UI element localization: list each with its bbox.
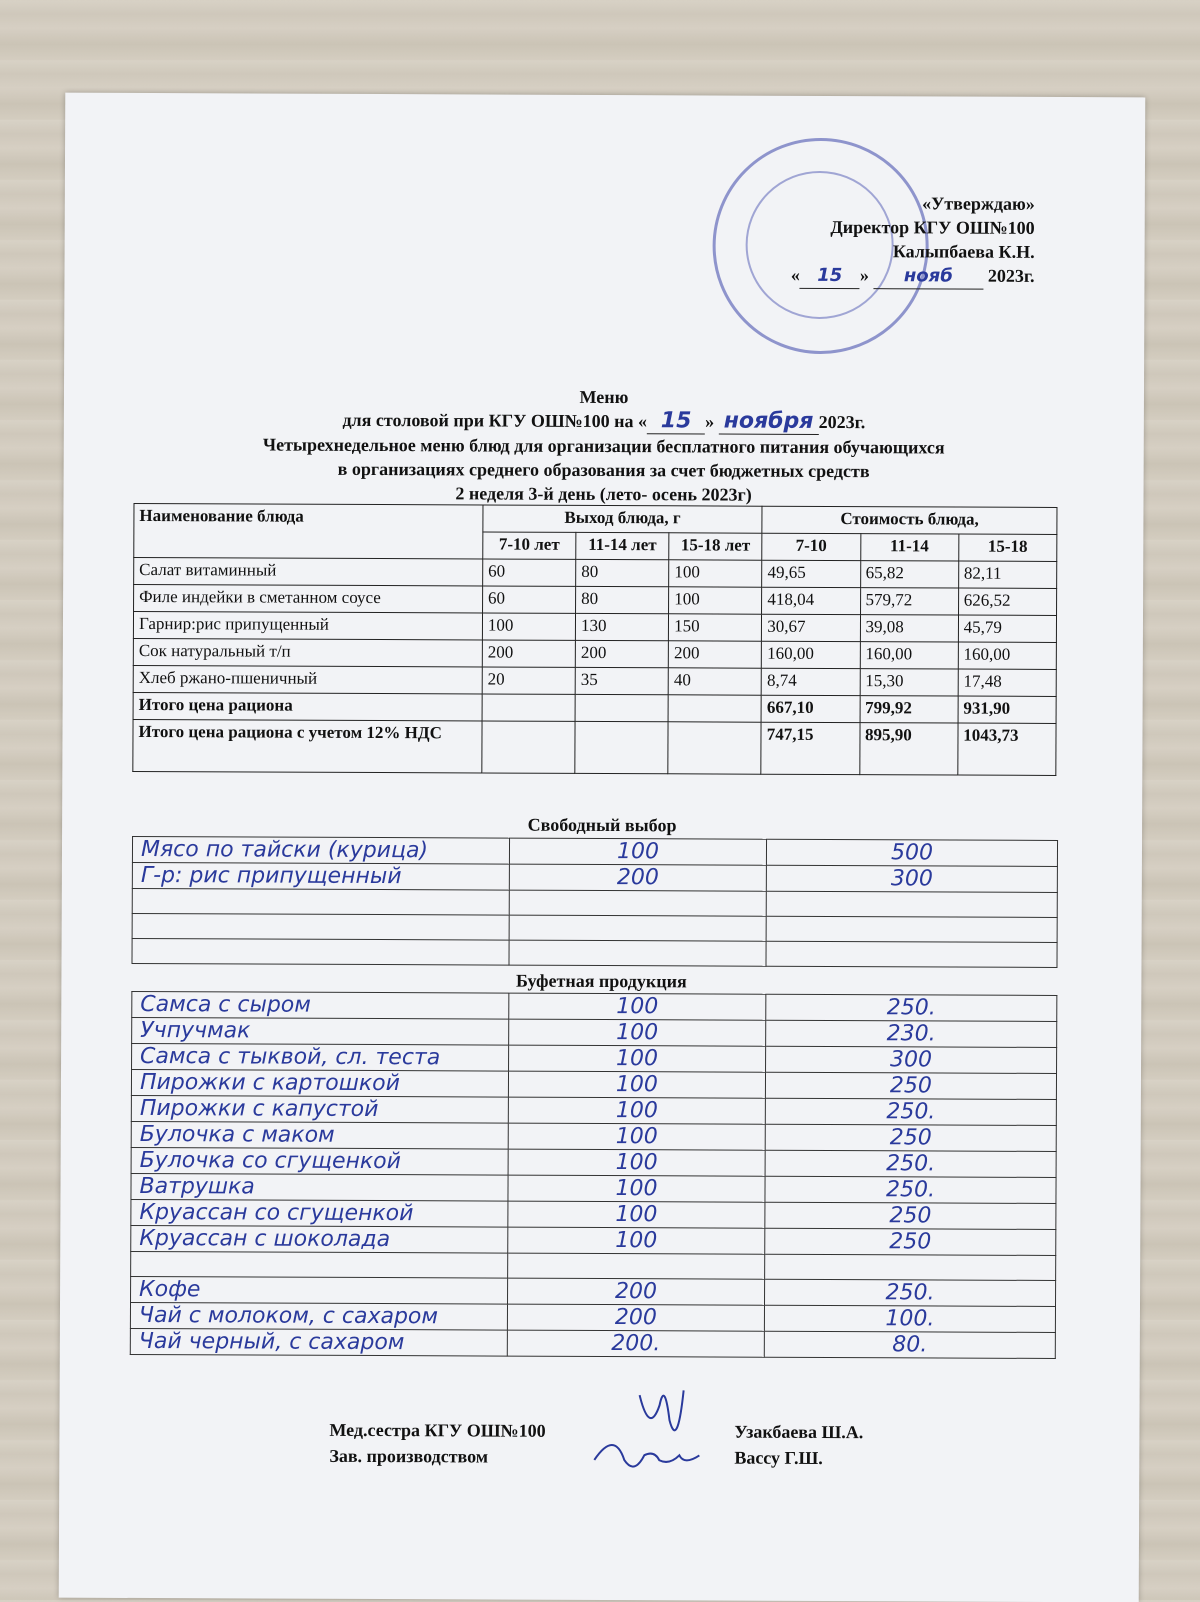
table-header-row xyxy=(134,503,1057,534)
menu-document xyxy=(59,93,1146,1602)
approval-block xyxy=(791,191,1035,290)
title-description-2: в организациях среднего образования за счет бюджетных средств xyxy=(337,458,870,482)
table-row: Булочка со сгущенкой 100 250. xyxy=(131,1147,1056,1177)
table-row: Филе индейки в сметанном соусе 60 80 100 418,04 579,72 626,52 xyxy=(134,584,1057,615)
total-row: Итого цена рациона 667,10 799,92 931,90 xyxy=(133,692,1056,723)
approval-date-month: нояб xyxy=(873,264,983,289)
table-row: Салат витаминный 60 80 100 49,65 65,82 82,11 xyxy=(134,557,1057,588)
free-choice-table xyxy=(131,836,1058,968)
table-row: Ватрушка 100 250. xyxy=(131,1173,1056,1203)
approval-title: «Утверждаю» xyxy=(922,193,1035,214)
age-output-7-10: 7-10 лет xyxy=(483,532,576,559)
col-output-header: Выход блюда, г xyxy=(483,505,762,533)
table-row: Учпучмак 100 230. xyxy=(132,1017,1057,1047)
head-role: Зав. производством xyxy=(329,1445,489,1467)
title-description: Четырехнедельное меню блюд для организации бесплатного питания обучающихся xyxy=(262,434,945,458)
free-choice-title: Свободный выбор xyxy=(527,814,677,836)
title-date-month: ноября xyxy=(719,410,819,435)
col-cost-header: Стоимость блюда, xyxy=(762,506,1057,534)
table-row: Чай черный, с сахаром 200. 80. xyxy=(130,1328,1055,1358)
table-row: Круассан со сгущенкой 100 250 xyxy=(131,1199,1056,1229)
table-row: Круассан с шоколада 100 250 xyxy=(131,1225,1056,1255)
table-row: Гарнир:рис припущенный 100 130 150 30,67 39,08 45,79 xyxy=(133,611,1056,642)
table-row: Самса с тыквой, сл. теста 100 300 xyxy=(132,1043,1057,1073)
table-row: Булочка с маком 100 250 xyxy=(131,1121,1056,1151)
title-week-day: 2 неделя 3-й день (лето- осень 2023г) xyxy=(455,483,752,505)
table-row: Мясо по тайски (курица) 100 500 xyxy=(132,836,1057,866)
age-cost-11-14: 11-14 xyxy=(860,534,958,561)
menu-table xyxy=(132,503,1057,776)
table-row: Сок натуральный т/п 200 200 200 160,00 160,00 160,00 xyxy=(133,638,1056,669)
table-row: Кофе 200 250. xyxy=(131,1276,1056,1306)
nurse-role: Мед.сестра КГУ ОШ№100 xyxy=(329,1419,546,1441)
signature-roles xyxy=(329,1417,545,1470)
approval-name: Калыпбаева К.Н. xyxy=(892,241,1035,262)
page-title: Меню xyxy=(579,386,629,408)
table-row: Г-р: рис припущенный 200 300 xyxy=(132,862,1057,892)
total-vat-row: Итого цена рациона с учетом 12% НДС 747,15 895,90 1043,73 xyxy=(133,719,1056,775)
head-name: Вассу Г.Ш. xyxy=(734,1447,823,1468)
table-row xyxy=(132,938,1057,967)
nurse-name: Узакбаева Ш.А. xyxy=(734,1421,864,1443)
signature-names xyxy=(734,1419,863,1472)
approval-date: « 15 » нояб 2023г. xyxy=(791,263,1035,290)
approval-position: Директор КГУ ОШ№100 xyxy=(830,216,1035,238)
title-date-line: для столовой при КГУ ОШ№100 на « 15 » ноября 2023г. xyxy=(342,408,866,434)
table-row: Самса с сыром 100 250. xyxy=(132,991,1057,1021)
age-cost-7-10: 7-10 xyxy=(762,533,860,560)
table-row: Пирожки с картошкой 100 250 xyxy=(131,1069,1056,1099)
handwritten-signatures xyxy=(579,1375,729,1486)
age-cost-15-18: 15-18 xyxy=(958,534,1056,561)
buffet-table xyxy=(130,991,1058,1359)
table-row: Пирожки с капустой 100 250. xyxy=(131,1095,1056,1125)
title-date-day: 15 xyxy=(647,409,705,434)
title-block xyxy=(63,383,1144,509)
age-output-11-14: 11-14 лет xyxy=(576,532,669,559)
approval-date-day: 15 xyxy=(800,264,860,289)
buffet-title: Буфетная продукция xyxy=(516,970,687,992)
table-row: Хлеб ржано-пшеничный 20 35 40 8,74 15,30 17,48 xyxy=(133,665,1056,696)
col-name-header: Наименование блюда xyxy=(134,503,483,559)
age-output-15-18: 15-18 лет xyxy=(669,533,762,560)
table-row: Чай с молоком, с сахаром 200 100. xyxy=(130,1302,1055,1332)
